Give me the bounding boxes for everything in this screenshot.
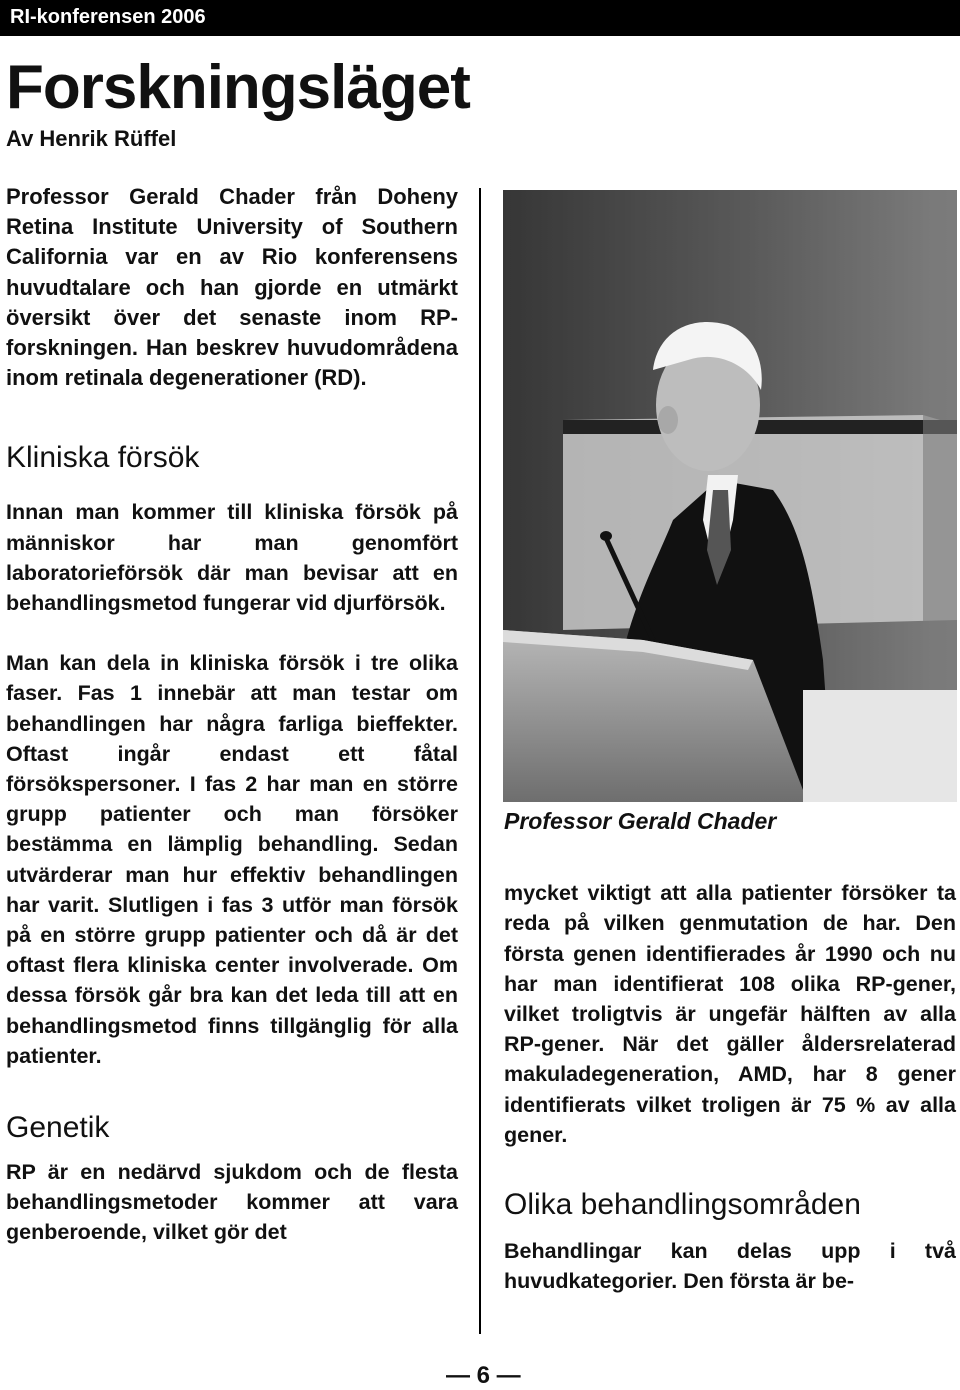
- page-number: — 6 —: [446, 1362, 521, 1389]
- left-column: [6, 182, 458, 1248]
- intro-paragraph: Professor Gerald Chader från Doheny Retina Institute University of Southern California var en av Rio konferensens huvudtalare och han gjorde en utmärkt översikt över det senaste inom RP-forskningen. Han beskrev huvudområdena inom retinala degenerationer (RD).: [6, 184, 458, 391]
- article-title: Forskningsläget: [6, 53, 470, 122]
- section-heading-kliniska: Kliniska försök: [6, 441, 200, 475]
- column-divider: [479, 188, 481, 1334]
- genetik-paragraph-2: mycket viktigt att alla patienter försöker ta reda på vilken genmutation de har. Den första genen identifierades år 1990 och nu har man identifierat 108 olika RP-gener, vilket troligtvis är ungefär hälften av alla RP-gener. När det gäller åldersrelaterad makuladegeneration, AMD, har 8 gener identifierats vilket troligen är 75 % av alla gener.: [504, 881, 956, 1147]
- right-column: [504, 806, 956, 1296]
- publication-title: RI-konferensen 2006: [10, 6, 206, 28]
- article-byline: Av Henrik Rüffel: [6, 126, 177, 151]
- kliniska-paragraph-1: Innan man kommer till kliniska försök på människor har man genomfört laboratorieförsök där man bevisar att en behandlingsmetod fungerar vid djurförsök.: [6, 500, 458, 616]
- speaker-photo: [503, 190, 957, 802]
- genetik-paragraph-1: RP är en nedärvd sjukdom och de flesta behandlingsmetoder kommer att vara genberoende, vilket gör det: [6, 1160, 458, 1245]
- photo-caption: Professor Gerald Chader: [504, 808, 777, 834]
- section-heading-behandling: Olika behandlingsområden: [504, 1188, 861, 1222]
- behandling-paragraph-1: Behandlingar kan delas upp i två huvudkategorier. Den första är be-: [504, 1239, 956, 1294]
- kliniska-paragraph-2: Man kan dela in kliniska försök i tre olika faser. Fas 1 innebär att man testar om behandlingen har några farliga bieffekter. Oftast ingår endast ett fåtal försökspersoner. I fas 2 har man en större grupp patienter och man försöker bestämma en lämplig behandling. Sedan utvärderar man hur effektiv behandlingen har varit. Slutligen i fas 3 utför man försök på en större grupp patienter och då är det oftast flera kliniska center involverade. Om dessa försök går bra kan det leda till att en behandlingsmetod finns tillgänglig för alla patienter.: [6, 651, 458, 1068]
- section-heading-genetik: Genetik: [6, 1111, 110, 1145]
- header-bar: [0, 0, 960, 36]
